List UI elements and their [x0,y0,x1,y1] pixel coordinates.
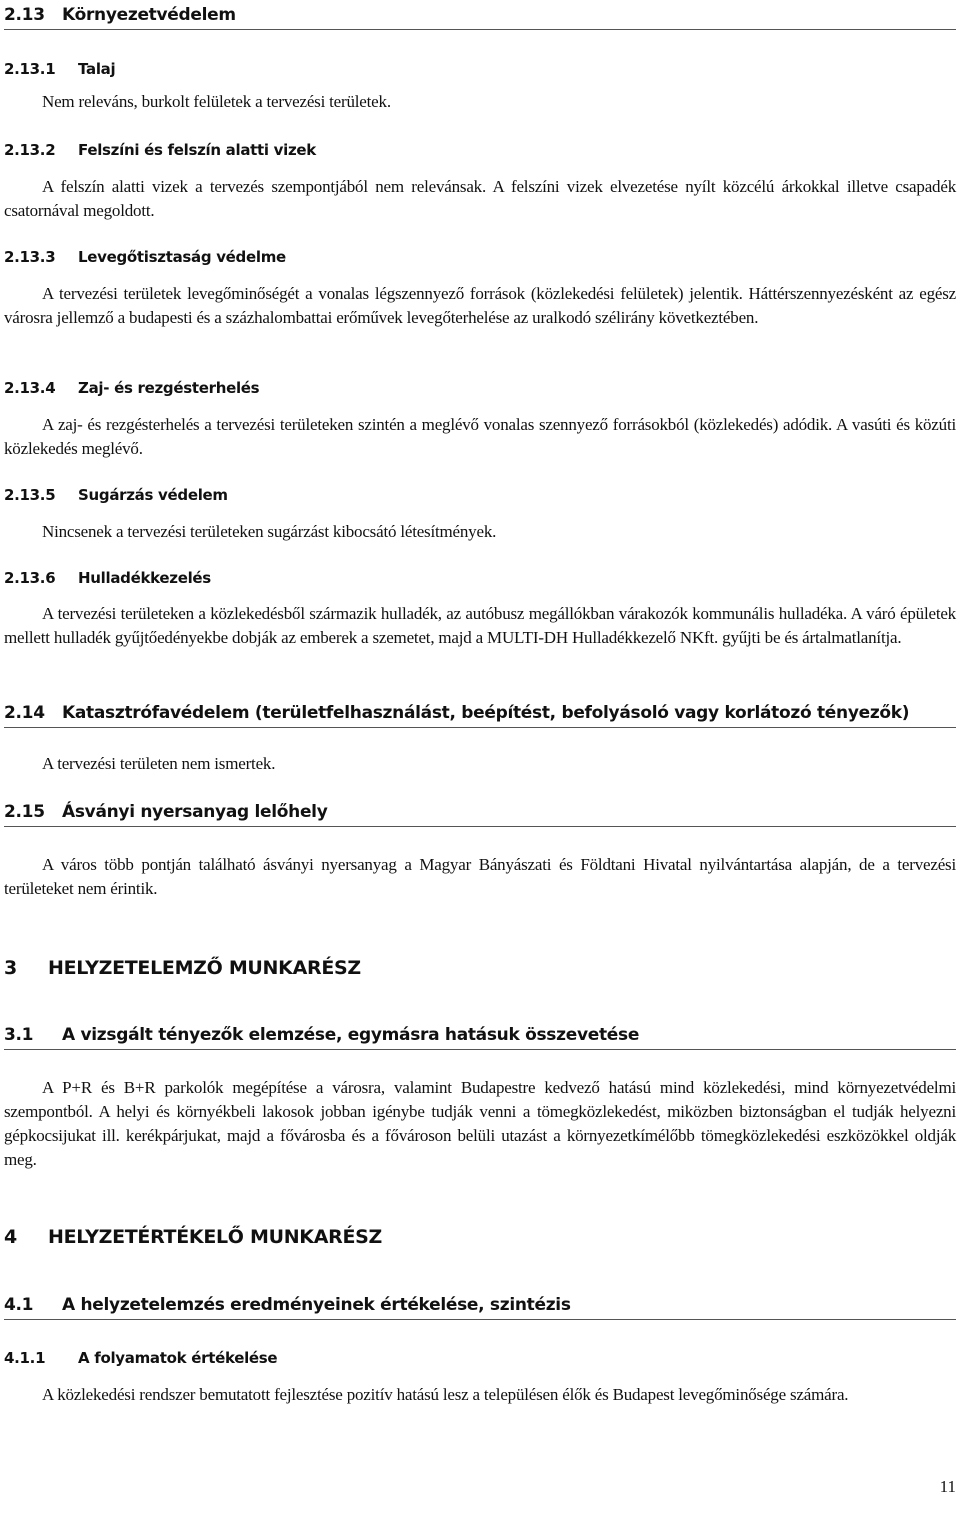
paragraph-2-13-3: A tervezési területek levegőminőségét a vonalas légszennyező források (közlekedési felületek) jelentik. Háttérszennyezésként az egész városra jellemző a budapesti és a százhalombattai erőművek levegőterhelése az uralkodó szélirány következtében. [4,284,956,327]
heading-4-1-1: 4.1.1 A folyamatok értékelése [4,1349,278,1367]
heading-2-13-3: 2.13.3 Levegőtisztaság védelme [4,248,286,266]
paragraph-2-13-1: Nem releváns, burkolt felületek a tervezési területek. [42,92,391,111]
heading-2-13-5: 2.13.5 Sugárzás védelem [4,486,228,504]
heading-2-14: 2.14 Katasztrófavédelem (területfelhasználást, beépítést, befolyásoló vagy korlátozó tényezők) [4,702,956,728]
heading-2-15: 2.15 Ásványi nyersanyag lelőhely [4,801,956,827]
heading-2-13: 2.13 Környezetvédelem [4,4,956,30]
paragraph-2-13-4: A zaj- és rezgésterhelés a tervezési területeken szintén a meglévő vonalas szennyező forrásokból (közlekedés) adódik. A vasúti és közúti közlekedés meglévő. [4,415,956,458]
heading-3: 3 HELYZETELEMZŐ MUNKARÉSZ [4,957,361,979]
heading-2-13-2: 2.13.2 Felszíni és felszín alatti vizek [4,141,316,159]
heading-4: 4 HELYZETÉRTÉKELŐ MUNKARÉSZ [4,1226,383,1248]
heading-3-1: 3.1 A vizsgált tényezők elemzése, egymásra hatásuk összevetése [4,1024,956,1050]
paragraph-2-14: A tervezési területen nem ismertek. [42,754,276,773]
page-number: 11 [939,1477,956,1496]
paragraph-2-13-5: Nincsenek a tervezési területeken sugárzást kibocsátó létesítmények. [42,522,497,541]
paragraph-2-13-6: A tervezési területeken a közlekedésből származik hulladék, az autóbusz megállókban várakozók kommunális hulladéka. A váró épületek mellett hulladék gyűjtőedényekbe dobják az emberek a szemetet, majd a MULTI-DH Hulladékkezelő NKft. gyűjti be és ártalmatlanítja. [4,604,956,647]
heading-2-13-6: 2.13.6 Hulladékkezelés [4,569,211,587]
paragraph-3-1: A P+R és B+R parkolók megépítése a városra, valamint Budapestre kedvező hatású mind közlekedési, mind környezetvédelmi szempontból. A helyi és környékbeli lakosok jobban igénybe tudják venni a tömegközlekedést, miközben biztonságban el tudják helyezni gépkocsijukat ill. kerékpárjukat, majd a fővárosba és a fővároson belüli utazást a környezetkímélőbb tömegközlekedési eszközökkel oldják meg. [4,1078,956,1169]
paragraph-2-15: A város több pontján található ásványi nyersanyag a Magyar Bányászati és Földtani Hivatal nyilvántartása alapján, de a tervezési területeket nem érintik. [4,855,956,898]
heading-4-1: 4.1 A helyzetelemzés eredményeinek értékelése, szintézis [4,1294,956,1320]
heading-2-13-4: 2.13.4 Zaj- és rezgésterhelés [4,379,260,397]
heading-2-13-1: 2.13.1 Talaj [4,60,116,78]
paragraph-2-13-2: A felszín alatti vizek a tervezés szempontjából nem relevánsak. A felszíni vizek elvezetése nyílt közcélú árkokkal illetve csapadék csatornával megoldott. [4,177,956,220]
paragraph-4-1-1: A közlekedési rendszer bemutatott fejlesztése pozitív hatású lesz a településen élők és Budapest levegőminősége számára. [42,1385,849,1404]
